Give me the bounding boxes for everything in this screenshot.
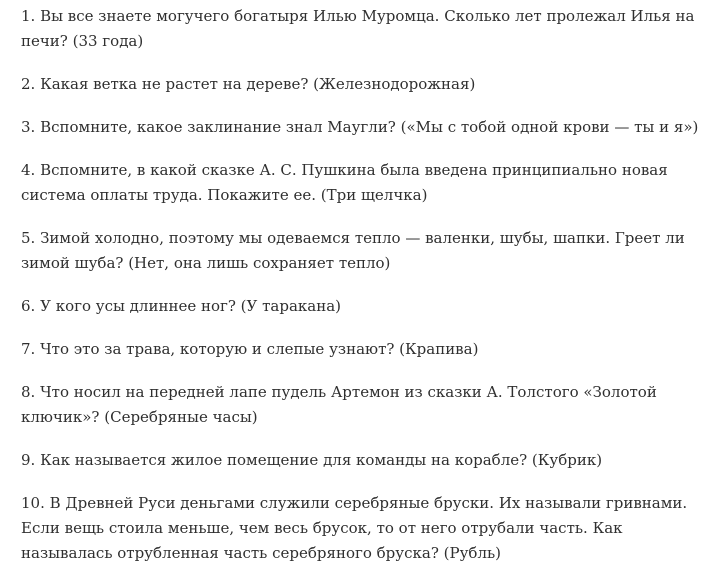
quiz-item-3: 3. Вспомните, какое заклинание знал Маугли? («Мы с тобой одной крови — ты и я»): [21, 118, 699, 136]
quiz-item-1: 1. Вы все знаете могучего богатыря Илью Муромца. Сколько лет пролежал Илья на печи? (33 года): [21, 7, 695, 50]
quiz-item-9: 9. Как называется жилое помещение для команды на корабле? (Кубрик): [21, 451, 603, 469]
quiz-item-6: 6. У кого усы длиннее ног? (У таракана): [21, 297, 342, 315]
quiz-item-5: 5. Зимой холодно, поэтому мы одеваемся тепло — валенки, шубы, шапки. Греет ли зимой шуба? (Нет, она лишь сохраняет тепло): [21, 229, 685, 272]
quiz-item-8: 8. Что носил на передней лапе пудель Артемон из сказки А. Толстого «Золотой ключик»? (Серебряные часы): [21, 383, 657, 426]
quiz-item-7: 7. Что это за трава, которую и слепые узнают? (Крапива): [21, 340, 479, 358]
quiz-item-2: 2. Какая ветка не растет на дереве? (Железнодорожная): [21, 75, 476, 93]
quiz-item-10: 10. В Древней Руси деньгами служили серебряные бруски. Их называли гривнами. Если вещь стоила меньше, чем весь брусок, то от него отрубали часть. Как называлась отрубленная часть серебряного бруска? (Рубль): [21, 494, 688, 562]
quiz-item-4: 4. Вспомните, в какой сказке А. С. Пушкина была введена принципиально новая система оплаты труда. Покажите ее. (Три щелчка): [21, 161, 668, 204]
